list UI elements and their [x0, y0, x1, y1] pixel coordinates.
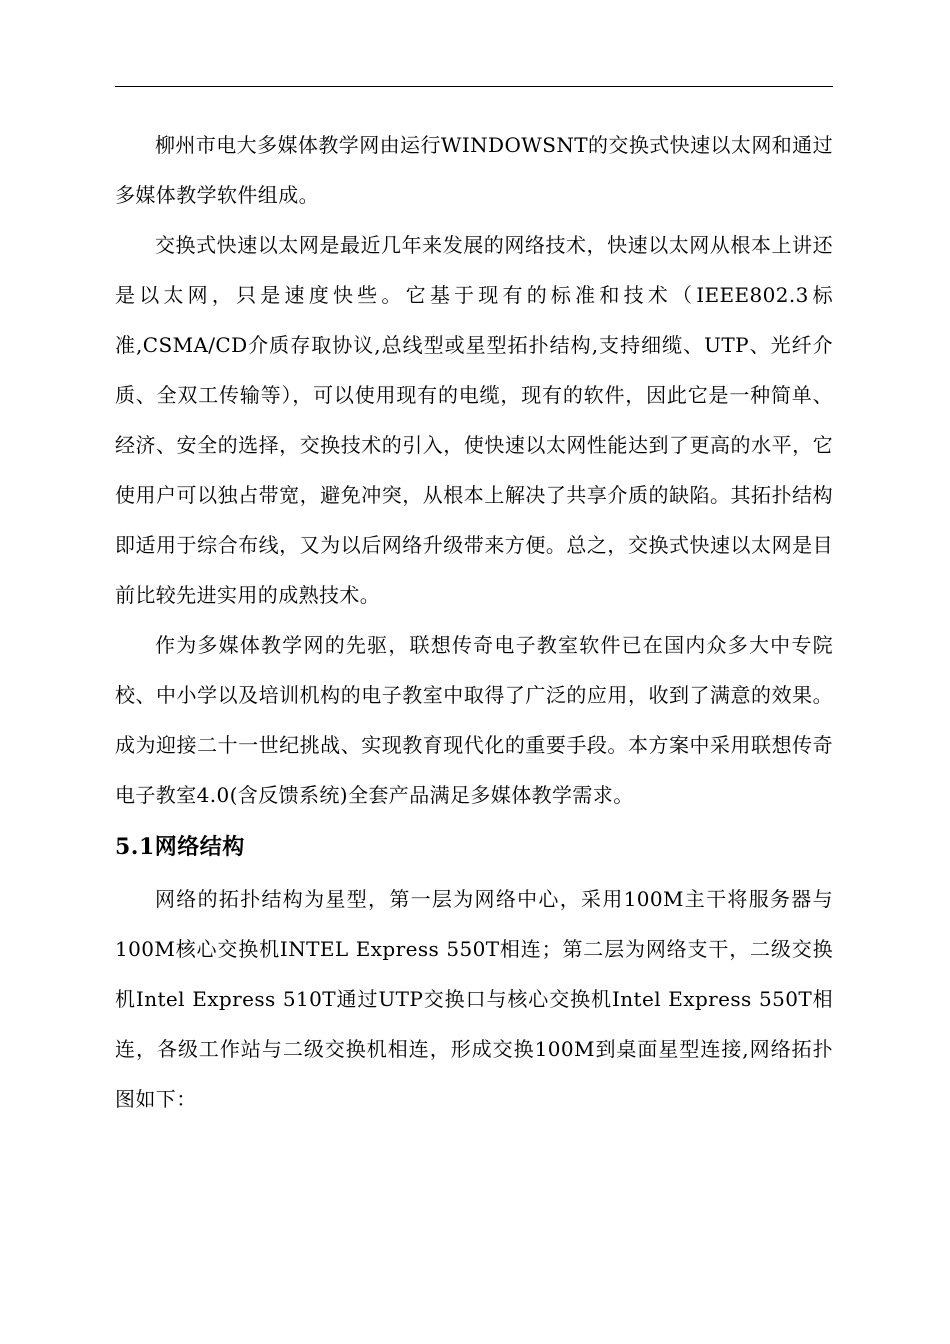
section-heading: 5.1网络结构 [115, 834, 245, 860]
header-divider [115, 86, 833, 87]
document-body [115, 120, 833, 1124]
paragraph-fast-ethernet: 交换式快速以太网是最近几年来发展的网络技术，快速以太网从根本上讲还是以太网，只是速度快些。它基于现有的标准和技术（IEEE802.3标准,CSMA/CD介质存取协议,总线型或星型拓扑结构,支持细缆、UTP、光纤介质、全双工传输等），可以使用现有的电缆，现有的软件，因此它是一种简单、经济、安全的选择，交换技术的引入，使快速以太网性能达到了更高的水平，它使用户可以独占带宽，避免冲突，从根本上解决了共享介质的缺陷。其拓扑结构即适用于综合布线，又为以后网络升级带来方便。总之，交换式快速以太网是目前比较先进实用的成熟技术。 [115, 233, 833, 607]
paragraph-intro: 柳州市电大多媒体教学网由运行WINDOWSNT的交换式快速以太网和通过多媒体教学软件组成。 [115, 133, 833, 207]
paragraph-electronic-classroom: 作为多媒体教学网的先驱，联想传奇电子教室软件已在国内众多大中专院校、中小学以及培训机构的电子教室中取得了广泛的应用，收到了满意的效果。成为迎接二十一世纪挑战、实现教育现代化的重要手段。本方案中采用联想传奇电子教室4.0(含反馈系统)全套产品满足多媒体教学需求。 [115, 633, 833, 807]
paragraph-network-topology: 网络的拓扑结构为星型，第一层为网络中心，采用100M主干将服务器与100M核心交换机INTEL Express 550T相连；第二层为网络支干，二级交换机Intel Express 510T通过UTP交换口与核心交换机Intel Express 550T相连，各级工作站与二级交换机相连，形成交换100M到桌面星型连接,网络拓扑图如下： [115, 887, 833, 1111]
